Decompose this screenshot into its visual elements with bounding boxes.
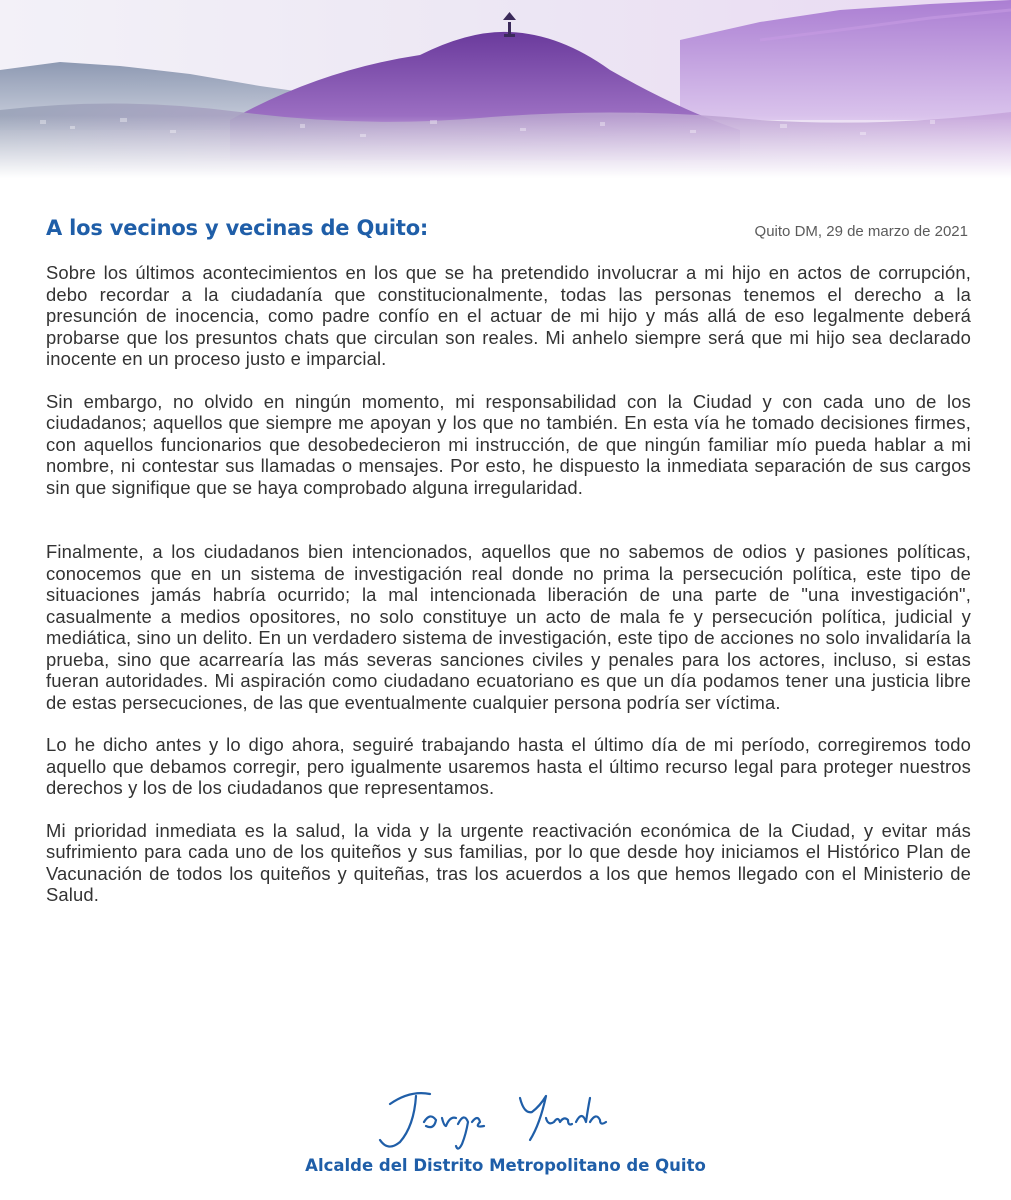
letter-body [46, 262, 971, 906]
paragraph-4: Lo he dicho antes y lo digo ahora, seguiré trabajando hasta el último día de mi período, corregiremos todo aquello que debamos corregir, pero igualmente usaremos hasta el último recurso legal para proteger nuestros derechos y los de los ciudadanos que representamos. [46, 734, 971, 798]
letter-header [46, 216, 968, 252]
header-banner-image [0, 0, 1011, 178]
paragraph-2: Sin embargo, no olvido en ningún momento, mi responsabilidad con la Ciudad y con cada uno de los ciudadanos; aquellos que siempre me apoyan y los que no también. En esta vía he tomado decisiones firmes, con aquellos funcionarios que desobedecieron mi instrucción, de que ningún familiar mío pueda hablar a mi nombre, ni contestar sus llamadas o mensajes. Por esto, he dispuesto la inmediata separación de sus cargos sin que signifique que se haya comprobado alguna irregularidad. [46, 390, 971, 498]
letter-date: Quito DM, 29 de marzo de 2021 [754, 223, 968, 240]
paragraph-3: Finalmente, a los ciudadanos bien intencionados, aquellos que no sabemos de odios y pasiones políticas, conocemos que en un sistema de investigación real donde no prima la persecución política, este tipo de situaciones jamás habría ocurrido; la mal intencionada liberación de una parte de "una investigación", casualmente a medios opositores, no solo constituye un acto de mala fe y persecución política, judicial y mediática, sino un delito. En un verdadero sistema de investigación, este tipo de acciones no solo invalidaría la prueba, sino que acarrearía las más severas sanciones civiles y penales para los actores, incluso, si estas fueran autoridades. Mi aspiración como ciudadano ecuatoriano es que un día podamos tener una justicia libre de estas persecuciones, de las que eventualmente cualquier persona podría ser víctima. [46, 541, 971, 713]
paragraph-1: Sobre los últimos acontecimientos en los que se ha pretendido involucrar a mi hijo en actos de corrupción, debo recordar a la ciudadanía que constitucionalmente, todas las personas tenemos el derecho a la presunción de inocencia, como padre confío en el actuar de mi hijo y más allá de eso legalmente deberá probarse que los presuntos chats que circulan son reales. Mi anhelo siempre será que mi hijo sea declarado inocente en un proceso justo e imparcial. [46, 262, 971, 369]
greeting-heading: A los vecinos y vecinas de Quito: [46, 216, 429, 240]
signer-title: Alcalde del Distrito Metropolitano de Quito [305, 1156, 706, 1175]
handwritten-signature [370, 1068, 640, 1158]
paragraph-5: Mi prioridad inmediata es la salud, la vida y la urgente reactivación económica de la Ciudad, y evitar más sufrimiento para cada uno de los quiteños y sus familias, por lo que desde hoy iniciamos el Histórico Plan de Vacunación de todos los quiteños y quiteñas, tras los acuerdos a los que hemos llegado con el Ministerio de Salud. [46, 819, 971, 905]
